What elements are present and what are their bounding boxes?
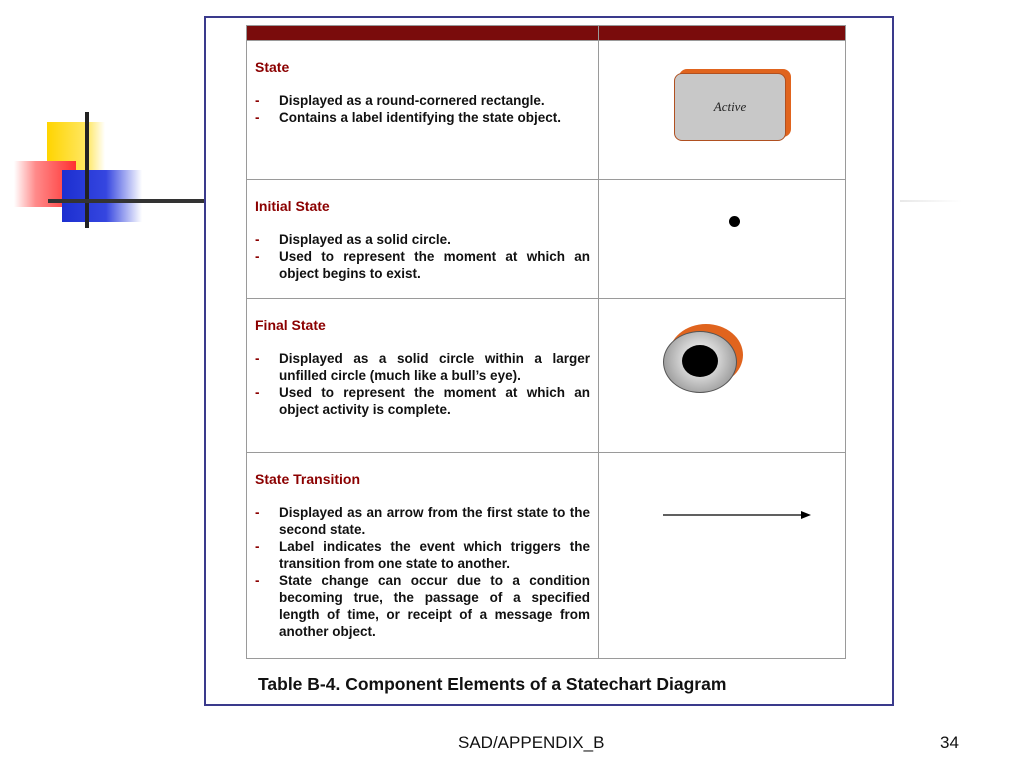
state-transition-points (255, 504, 590, 640)
table-row-state (247, 41, 846, 180)
list-item: - Displayed as an arrow from the first state to the second state. (255, 504, 590, 538)
decorative-line (900, 200, 962, 202)
logo-horizontal-line (48, 199, 206, 203)
initial-state-points (255, 231, 590, 282)
table-caption: Table B-4. Component Elements of a Statechart Diagram (258, 674, 727, 694)
initial-state-title: Initial State (255, 198, 330, 214)
slide-footer: SAD/APPENDIX_B (458, 733, 605, 752)
list-item: - Used to represent the moment at which an object activity is complete. (255, 384, 590, 418)
state-transition-title: State Transition (255, 471, 361, 487)
initial-state-description (247, 180, 599, 299)
list-item: - State change can occur due to a condition becoming true, the passage of a specified length of time, or receipt of a message from another object. (255, 572, 590, 640)
state-rounded-rectangle (674, 73, 786, 141)
list-item: - Used to represent the moment at which an object begins to exist. (255, 248, 590, 282)
list-item: - Displayed as a solid circle within a larger unfilled circle (much like a bull’s eye). (255, 350, 590, 384)
table-row-final-state (247, 299, 846, 453)
list-item: - Contains a label identifying the state object. (255, 109, 590, 126)
list-item: - Label indicates the event which triggers the transition from one state to another. (255, 538, 590, 572)
state-points (255, 92, 590, 126)
state-visual-cell (599, 41, 846, 180)
component-table (246, 25, 846, 659)
logo-blue-square (62, 170, 142, 222)
final-state-title: Final State (255, 317, 326, 333)
state-title: State (255, 59, 290, 75)
final-state-description (247, 299, 599, 453)
transition-arrow-icon (661, 508, 813, 522)
final-state-visual-cell (599, 299, 846, 453)
header-cell-left (247, 26, 599, 41)
table-row-state-transition (247, 453, 846, 659)
list-item: - Displayed as a round-cornered rectangle. (255, 92, 590, 109)
state-transition-description (247, 453, 599, 659)
table-header-bar (247, 26, 846, 41)
final-state-bullseye (663, 327, 743, 397)
page-number: 34 (940, 733, 959, 752)
logo-vertical-line (85, 112, 89, 228)
list-item: - Displayed as a solid circle. (255, 231, 590, 248)
initial-state-visual-cell (599, 180, 846, 299)
table-row-initial-state (247, 180, 846, 299)
state-label: Active (674, 73, 786, 141)
final-state-points (255, 350, 590, 418)
state-transition-visual-cell (599, 453, 846, 659)
header-cell-right (599, 26, 846, 41)
state-description (247, 41, 599, 180)
initial-state-solid-circle (729, 216, 740, 227)
slide-logo (0, 100, 210, 240)
final-state-inner-circle (682, 345, 718, 377)
